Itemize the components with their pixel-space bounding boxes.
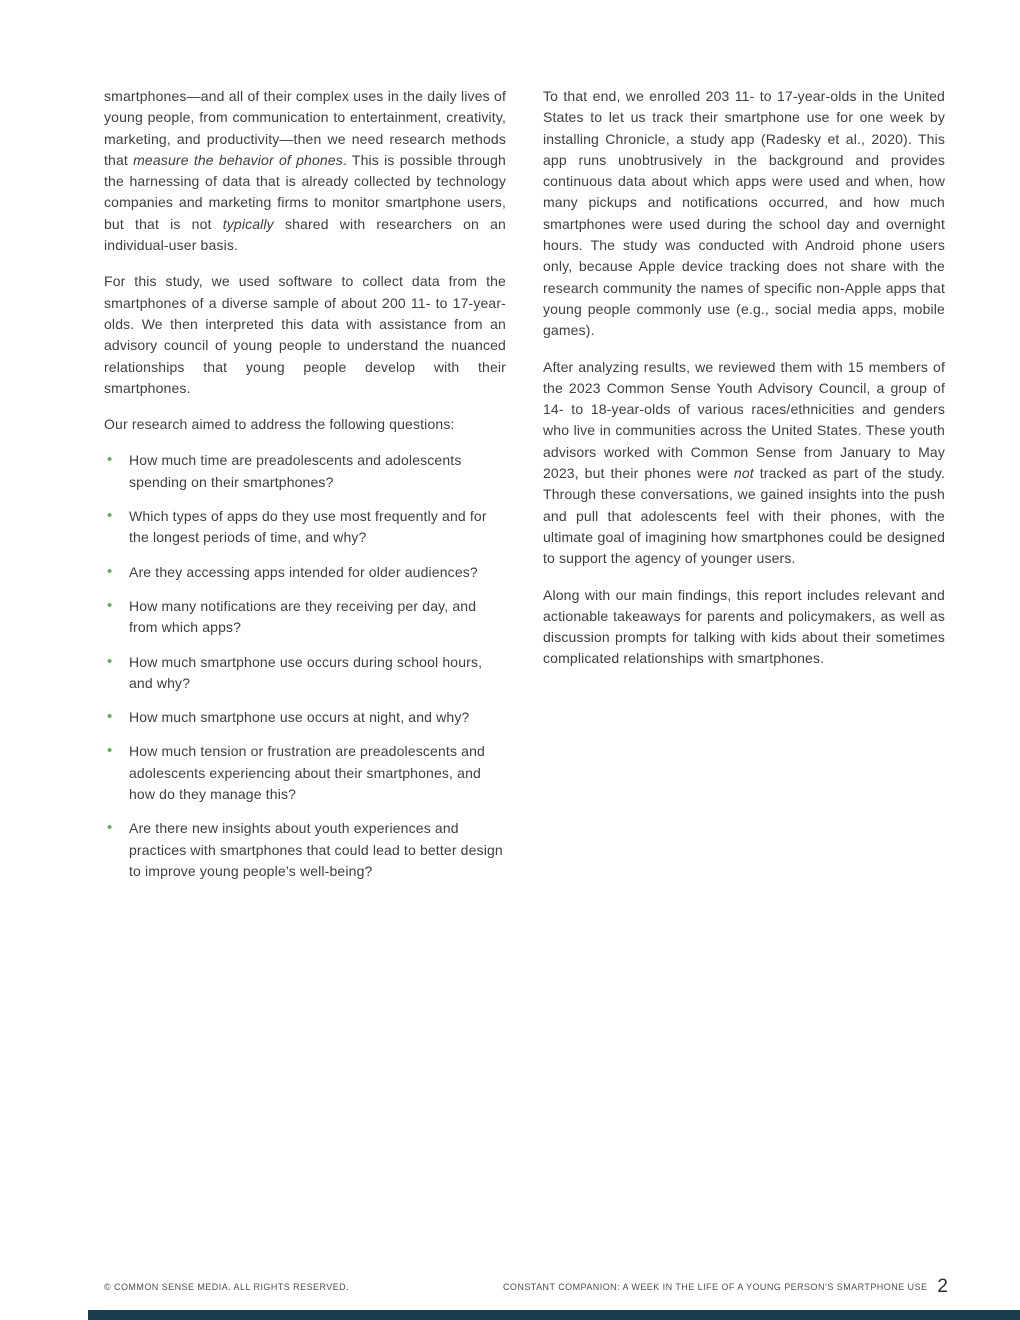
italic-text-run: typically — [222, 215, 274, 232]
italic-text-run: measure the behavior of phones — [133, 151, 343, 168]
bullet-text: How many notifications are they receiving per day, and from which apps? — [129, 597, 477, 636]
bullet-text: How much time are preadolescents and adolescents spending on their smartphones? — [129, 452, 462, 490]
text-run: shared with researchers on an individual-user basis. — [104, 215, 506, 254]
bullet-icon: • — [107, 562, 113, 580]
paragraph — [104, 414, 506, 435]
bullet-icon: • — [107, 708, 113, 726]
bullet-icon: • — [107, 451, 113, 469]
bullet-item — [104, 707, 506, 728]
text-run: After analyzing results, we reviewed them with 15 members of the 2023 Common Sense Youth Advisory Council, a group of 14- to 18-year-olds of various races/ethnicities and genders who live in communities across the United States. These youth advisors worked with Common Sense from January to May 2023, but their phones were — [543, 358, 945, 482]
bullet-text: Are they accessing apps intended for older audiences? — [129, 563, 478, 580]
bullet-icon: • — [107, 596, 113, 614]
bullet-text: How much smartphone use occurs at night, and why? — [129, 709, 470, 726]
paragraph — [104, 271, 506, 399]
bullet-item — [104, 741, 506, 805]
left-column-paragraphs — [104, 86, 506, 435]
bullet-text: How much smartphone use occurs during school hours, and why? — [129, 653, 483, 691]
page-body — [104, 86, 945, 895]
text-run: . This is possible through the harnessing of data that is already collected by technology companies and marketing firms to monitor smartphone users, but that is not — [104, 151, 506, 232]
paragraph — [104, 86, 506, 256]
italic-text-run: not — [733, 465, 754, 482]
text-run: For this study, we used software to collect data from the smartphones of a diverse sample of about 200 11- to 17-year-olds. We then interpreted this data with assistance from an advisory council of young people to understand the nuanced relationships that young people develop with their smartphones. — [104, 273, 506, 396]
paragraph — [543, 86, 945, 342]
bullet-item — [104, 506, 506, 549]
text-run: Our research aimed to address the following questions: — [104, 416, 455, 433]
bullet-icon: • — [107, 652, 113, 670]
bullet-text: Which types of apps do they use most frequently and for the longest periods of time, and why? — [129, 508, 487, 546]
report-title: CONSTANT COMPANION: A WEEK IN THE LIFE OF A YOUNG PERSON’S SMARTPHONE USE — [502, 1281, 928, 1292]
text-run: Along with our main findings, this report includes relevant and actionable takeaways for parents and policymakers, as well as discussion prompts for talking with kids about their sometimes complicated relationships with smartphones. — [543, 586, 945, 667]
bullet-item — [104, 596, 506, 639]
copyright-text: © COMMON SENSE MEDIA. ALL RIGHTS RESERVED. — [104, 1281, 350, 1292]
text-run: tracked as part of the study. Through these conversations, we gained insights into the push and pull that adolescents feel with their phones, with the ultimate goal of imagining how smartphones could be designed to support the agency of younger users. — [543, 465, 946, 567]
research-questions-list — [104, 450, 506, 882]
bottom-accent-bar — [88, 1310, 1020, 1320]
bullet-item — [104, 652, 506, 695]
bullet-item — [104, 562, 506, 583]
paragraph — [543, 357, 945, 570]
bullet-item — [104, 818, 506, 882]
right-column-paragraphs — [543, 86, 945, 670]
right-column — [543, 86, 945, 895]
bullet-text: Are there new insights about youth experiences and practices with smartphones that could lead to better design to improve young people’s well-being? — [129, 820, 503, 879]
text-run: To that end, we enrolled 203 11- to 17-year-olds in the United States to let us track their smartphone use for one week by installing Chronicle, a study app (Radesky et al., 2020). This app runs unobtrusively in the background and provides continuous data about which apps were used and when, how many pickups and notifications occurred, and how much smartphones were used during the school day and overnight hours. The study was conducted with Android phone users only, because Apple device tracking does not share with the research community the names of specific non-Apple apps that young people commonly use (e.g., social media apps, mobile games). — [543, 88, 945, 339]
bullet-item — [104, 450, 506, 493]
text-run: smartphones—and all of their complex uses in the daily lives of young people, from communication to entertainment, creativity, marketing, and productivity—then we need research methods that — [104, 88, 506, 168]
bullet-icon: • — [107, 742, 113, 760]
footer-right-group — [503, 1277, 948, 1296]
bullet-icon: • — [107, 507, 113, 525]
page-footer — [104, 1277, 948, 1296]
left-column — [104, 86, 506, 895]
bullet-text: How much tension or frustration are preadolescents and adolescents experiencing about their smartphones, and how do they manage this? — [129, 743, 485, 803]
paragraph — [543, 585, 945, 670]
bullet-icon: • — [107, 819, 113, 837]
page-number: 2 — [937, 1276, 948, 1297]
